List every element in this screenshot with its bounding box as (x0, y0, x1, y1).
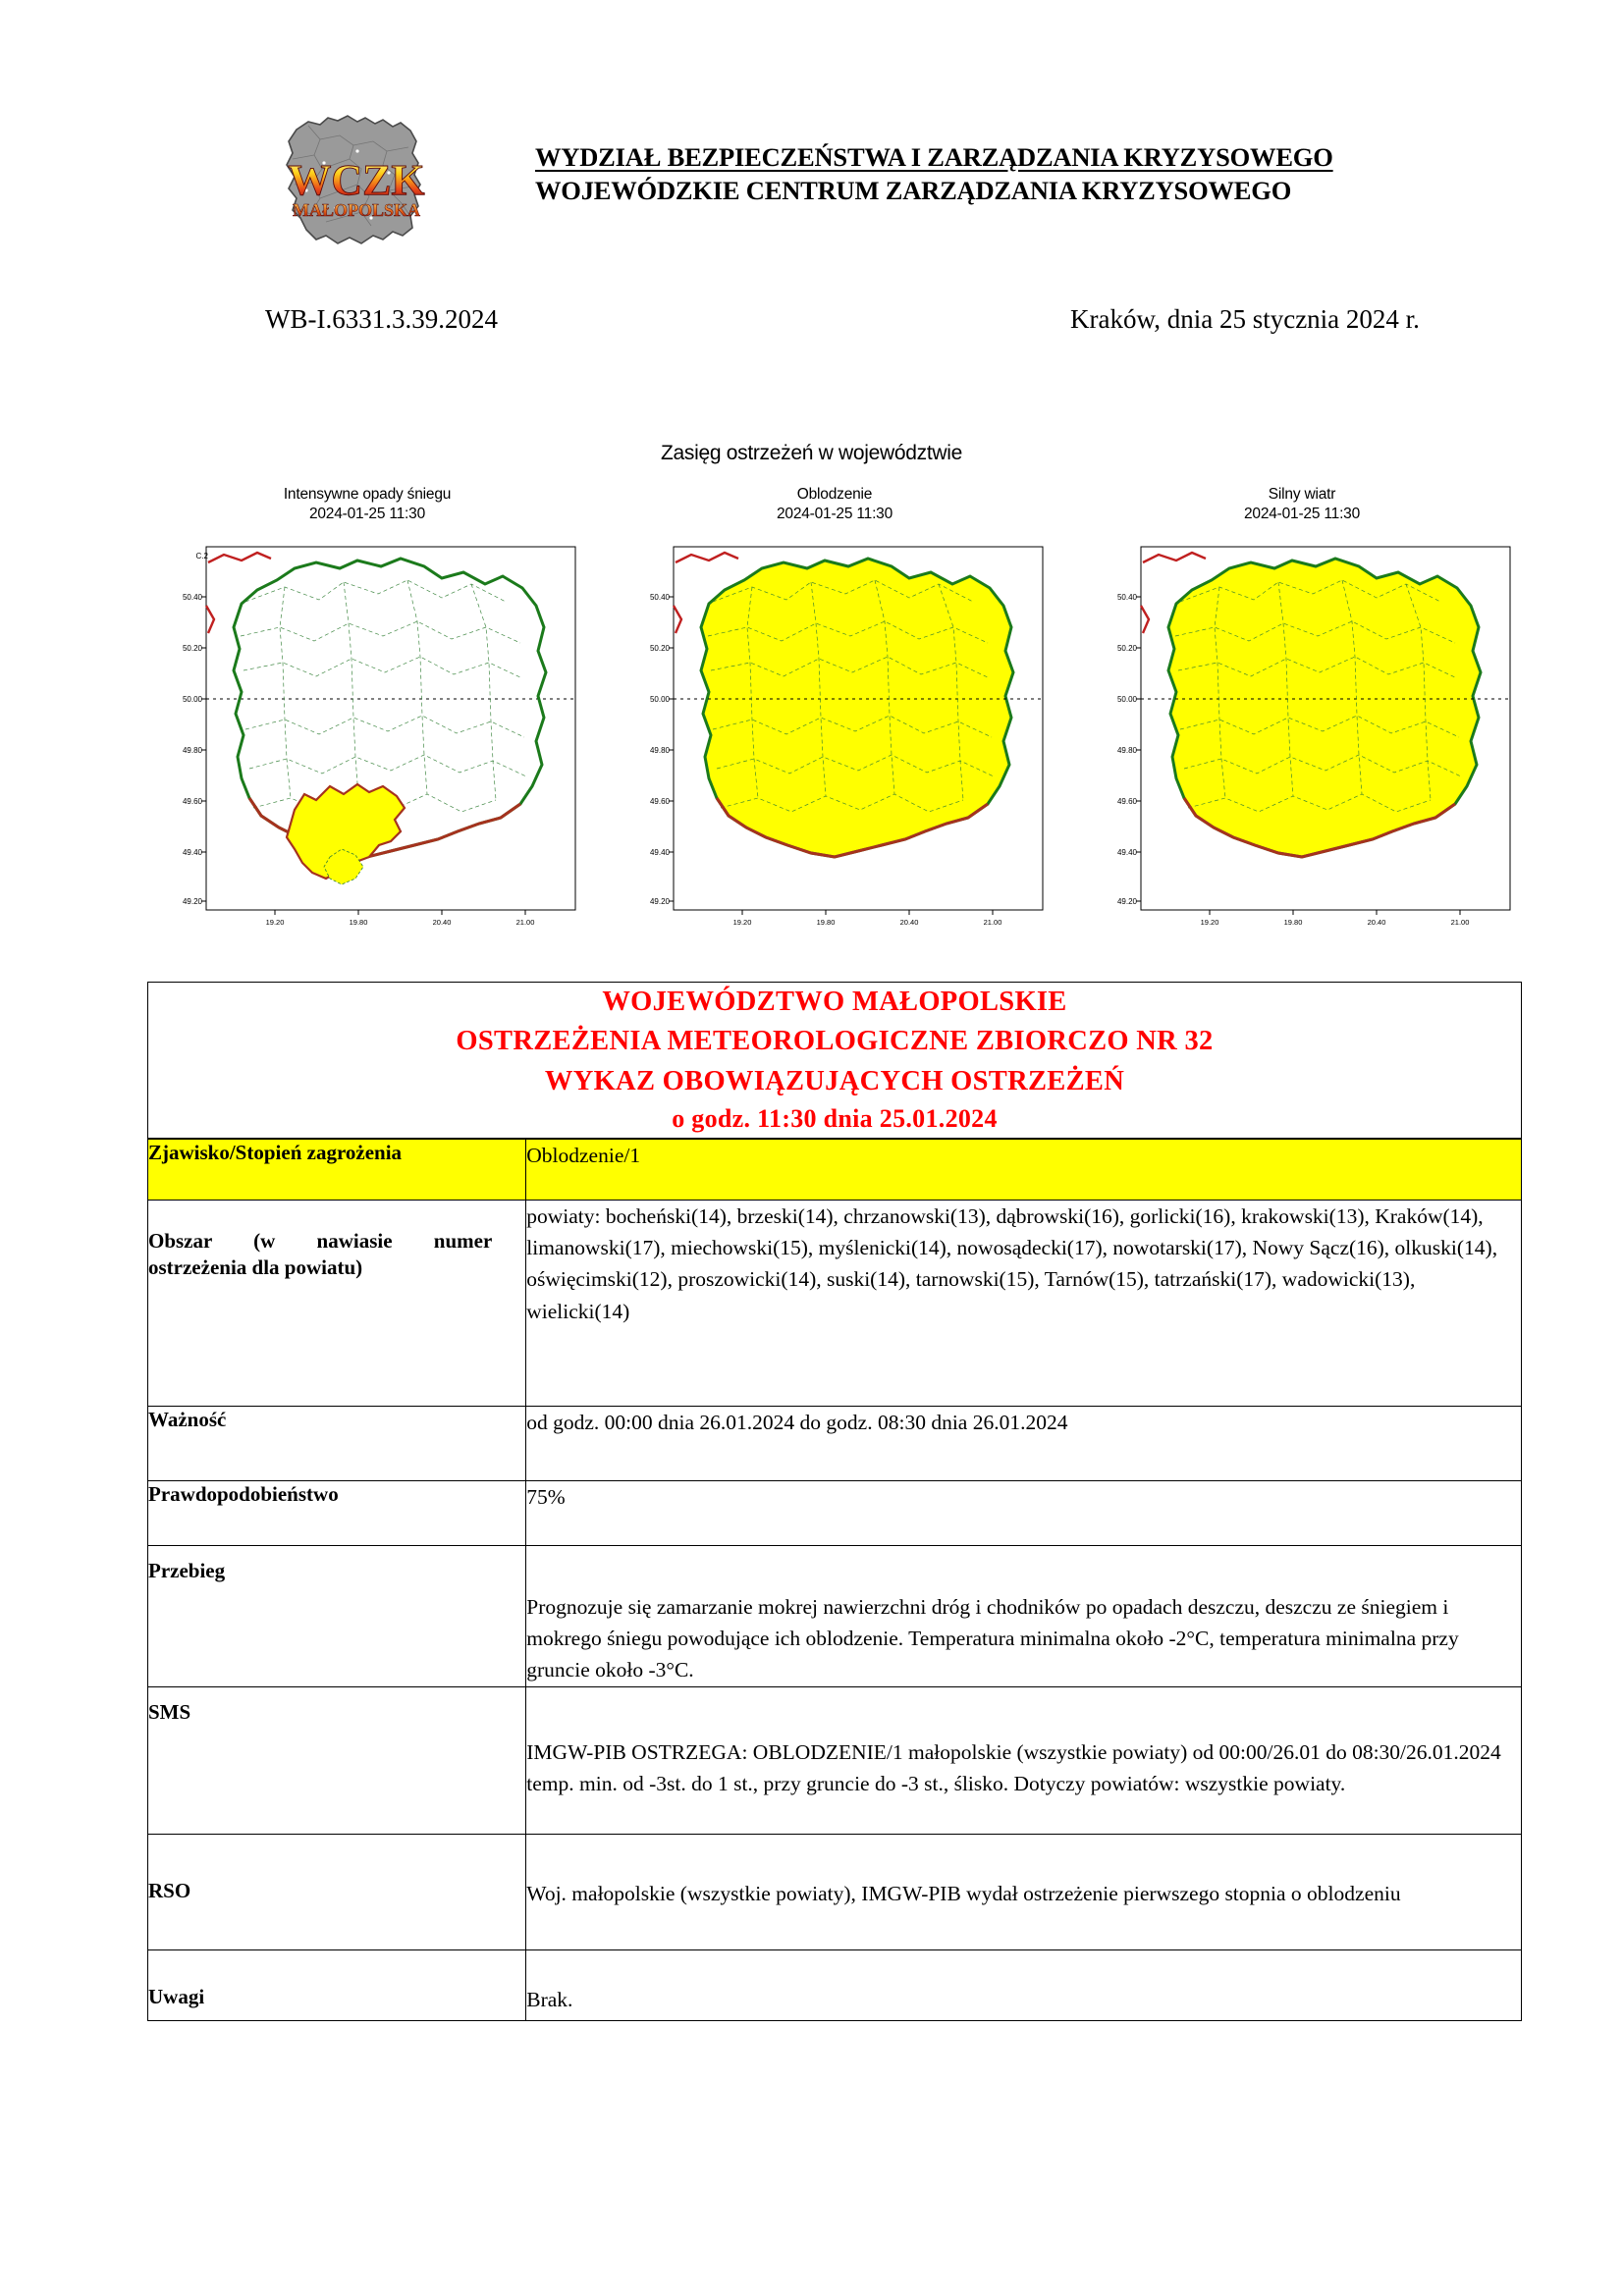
value-rso: Woj. małopolskie (wszystkie powiaty), IMGW-PIB wydał ostrzeżenie pierwszego stopnia o oblodzeniu (526, 1834, 1522, 1949)
svg-text:49.20: 49.20 (1116, 896, 1137, 906)
map-title-ice: Oblodzenie (796, 486, 873, 503)
svg-text:21.00: 21.00 (1450, 917, 1470, 927)
svg-text:50.00: 50.00 (182, 694, 202, 704)
document-header (0, 90, 1623, 247)
map-image-wind (1082, 533, 1522, 945)
svg-text:49.60: 49.60 (649, 796, 670, 806)
svg-text:49.40: 49.40 (649, 847, 670, 857)
map-image-snow (147, 533, 587, 945)
svg-text:50.40: 50.40 (649, 592, 670, 602)
map-caption-wind (1244, 485, 1360, 525)
svg-text:49.40: 49.40 (182, 847, 202, 857)
svg-text:50.00: 50.00 (649, 694, 670, 704)
title-voivodeship: WOJEWÓDZTWO MAŁOPOLSKIE (602, 987, 1067, 1017)
wczk-logo-text: WCZK (288, 156, 425, 204)
map-panel-snow (147, 485, 587, 956)
svg-text:50.40: 50.40 (182, 592, 202, 602)
value-validity: od godz. 00:00 dnia 26.01.2024 do godz. 08:30 dnia 26.01.2024 (526, 1406, 1522, 1480)
header-title-line2: WOJEWÓDZKIE CENTRUM ZARZĄDZANIA KRYZYSOWEGO (535, 176, 1292, 206)
label-validity: Ważność (148, 1406, 526, 1480)
wczk-logo-icon (263, 100, 450, 252)
header-title-line1: WYDZIAŁ BEZPIECZEŃSTWA I ZARZĄDZANIA KRYZYSOWEGO (535, 142, 1333, 172)
wczk-logo (263, 100, 450, 252)
maps-section-title: Zasięg ostrzeżeń w województwie (660, 442, 962, 464)
svg-text:49.60: 49.60 (182, 796, 202, 806)
label-course: Przebieg (148, 1545, 526, 1686)
reference-row (0, 304, 1623, 347)
table-row-rso (148, 1834, 1522, 1949)
label-rso: RSO (148, 1834, 526, 1949)
svg-text:20.40: 20.40 (1367, 917, 1386, 927)
svg-text:20.40: 20.40 (432, 917, 452, 927)
table-row-course (148, 1545, 1522, 1686)
map-image-ice (615, 533, 1055, 945)
map-timestamp-ice: 2024-01-25 11:30 (776, 506, 893, 523)
svg-text:50.20: 50.20 (1116, 643, 1137, 653)
reference-number: WB-I.6331.3.39.2024 (265, 304, 498, 334)
svg-text:19.80: 19.80 (1283, 917, 1303, 927)
svg-text:21.00: 21.00 (515, 917, 535, 927)
svg-text:49.60: 49.60 (1116, 796, 1137, 806)
label-probability: Prawdopodobieństwo (148, 1480, 526, 1545)
label-sms: SMS (148, 1686, 526, 1834)
svg-text:C.2: C.2 (195, 551, 208, 561)
map-timestamp-wind: 2024-01-25 11:30 (1243, 506, 1361, 523)
svg-text:19.80: 19.80 (816, 917, 836, 927)
table-row-phenomenon (148, 1139, 1522, 1200)
wczk-logo-subtext: MAŁOPOLSKA (292, 200, 421, 220)
map-panel-wind (1082, 485, 1522, 956)
map-warning-area-ice (701, 559, 1013, 857)
svg-text:49.20: 49.20 (649, 896, 670, 906)
value-remarks: Brak. (526, 1949, 1522, 2020)
svg-text:20.40: 20.40 (899, 917, 919, 927)
map-caption-snow (284, 485, 451, 525)
value-probability: 75% (526, 1480, 1522, 1545)
label-area (148, 1200, 526, 1406)
label-phenomenon: Zjawisko/Stopień zagrożenia (148, 1139, 526, 1200)
label-area-line2: ostrzeżenia dla powiatu) (148, 1255, 363, 1280)
table-row-validity (148, 1406, 1522, 1480)
svg-text:19.20: 19.20 (265, 917, 285, 927)
header-title-block (535, 141, 1537, 207)
svg-text:49.80: 49.80 (649, 745, 670, 755)
title-list-label: WYKAZ OBOWIĄZUJĄCYCH OSTRZEŻEŃ (544, 1065, 1125, 1096)
map-timestamp-snow: 2024-01-25 11:30 (308, 506, 425, 523)
svg-text:49.20: 49.20 (182, 896, 202, 906)
title-warnings-number: OSTRZEŻENIA METEOROLOGICZNE ZBIORCZO NR 32 (456, 1026, 1214, 1057)
svg-text:19.80: 19.80 (349, 917, 368, 927)
svg-text:49.80: 49.80 (182, 745, 202, 755)
map-title-snow: Intensywne opady śniegu (283, 486, 452, 503)
title-issued-at: o godz. 11:30 dnia 25.01.2024 (672, 1104, 998, 1134)
value-course: Prognozuje się zamarzanie mokrej nawierzchni dróg i chodników po opadach deszczu, deszczu ze śniegiem i mokrego śniegu powodujące ich oblodzenie. Temperatura minimalna około -2°C, temperatura minimalna przy gruncie około -3°C. (526, 1545, 1522, 1686)
table-title-cell (148, 983, 1522, 1140)
table-row-area (148, 1200, 1522, 1406)
svg-text:50.40: 50.40 (1116, 592, 1137, 602)
map-warning-area-wind (1168, 559, 1481, 857)
value-phenomenon: Oblodzenie/1 (526, 1139, 1522, 1200)
value-sms: IMGW-PIB OSTRZEGA: OBLODZENIE/1 małopolskie (wszystkie powiaty) od 00:00/26.01 do 08:30/26.01.2024 temp. min. od -3st. do 1 st., przy gruncie do -3 st., ślisko. Dotyczy powiatów: wszystkie powiaty. (526, 1686, 1522, 1834)
svg-text:49.80: 49.80 (1116, 745, 1137, 755)
value-area-counties: powiaty: bocheński(14), brzeski(14), chrzanowski(13), dąbrowski(16), gorlicki(16), krakowski(13), Kraków(14), limanowski(17), miechowski(15), myślenicki(14), nowosądecki(17), nowotarski(17), Nowy Sącz(16), olkuski(14), oświęcimski(12), proszowicki(14), suski(14), tarnowski(15), Tarnów(15), tatrzański(17), wadowicki(13), wielicki(14) (526, 1200, 1522, 1406)
place-and-date: Kraków, dnia 25 stycznia 2024 r. (1070, 304, 1420, 334)
maps-row (147, 485, 1522, 956)
map-title-wind: Silny wiatr (1268, 486, 1336, 503)
svg-text:19.20: 19.20 (1200, 917, 1219, 927)
table-row-probability (148, 1480, 1522, 1545)
svg-text:50.20: 50.20 (182, 643, 202, 653)
map-panel-ice (615, 485, 1055, 956)
map-caption-ice (777, 485, 893, 525)
svg-text:19.20: 19.20 (732, 917, 752, 927)
label-area-line1: Obszar (w nawiasie numer (148, 1228, 493, 1253)
warning-table (147, 982, 1522, 2021)
table-row-sms (148, 1686, 1522, 1834)
svg-text:21.00: 21.00 (983, 917, 1002, 927)
table-row-remarks (148, 1949, 1522, 2020)
svg-text:49.40: 49.40 (1116, 847, 1137, 857)
table-title-row (148, 983, 1522, 1140)
label-remarks: Uwagi (148, 1949, 526, 2020)
svg-text:50.00: 50.00 (1116, 694, 1137, 704)
svg-text:50.20: 50.20 (649, 643, 670, 653)
